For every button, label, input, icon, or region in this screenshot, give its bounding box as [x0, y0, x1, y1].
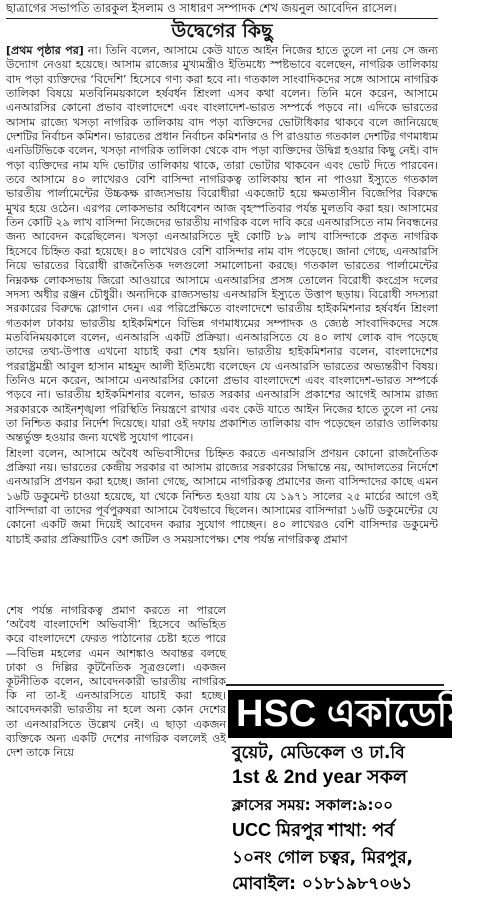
article-body [6, 44, 438, 600]
continuation-label: [প্রথম পৃষ্ঠার পর] [6, 44, 84, 57]
ad-address: ১০নং গোল চত্বর, মিরপুর, [232, 848, 414, 868]
ad-title: HSC একাডেমিক [228, 690, 452, 738]
advertisement [228, 690, 495, 906]
article-paragraph: শ্রিংলা বলেন, আসামে অবৈধ অভিবাসীদের চিহ্নিত করতে এনআরসি প্রণয়ন কোনো রাজনৈতিক প্রক্রিয়া নয়। ভারতের কেন্দ্রীয় সরকার বা আসাম রাজ্যের সরকারের সিদ্ধান্তে নয়, আদালতের নির্দেশে এনআরসি প্রণয়ন করা হচ্ছে। জানা গেছে, আসামে নাগরিকত্ব প্রমাণের জন্য বাসিন্দাদের কাছে এমন ১৬টি ডকুমেন্ট চাওয়া হয়েছে, যা থেকে নিশ্চিত হওয়া যায় যে ১৯৭১ সালের ২৫ মার্চের আগে ওই বাসিন্দারা বা তাদের পূর্বপুরুষরা আসামে বৈধভাবে ছিলেন। আসামের বাসিন্দারা ১৬টি ডকুমেন্টের যে কোনো একটি জমা দিয়েই আবেদন করার সুযোগ পাচ্ছেন। ৪০ লাখেরও বেশি বাসিন্দার ডকুমেন্ট যাচাই করার প্রক্রিয়াটিও বেশ জটিল ও সময়সাপেক্ষ। শেষ পর্যন্ত নাগরিকত্ব প্রমাণ [6, 446, 438, 546]
article-headline: উদ্বেগের কিছু [171, 20, 273, 42]
ad-subtitle: বুয়েট, মেডিকেল ও ঢা.বি [232, 743, 405, 763]
ad-years: 1st & 2nd year সকল [232, 767, 408, 788]
ad-class-time: ক্লাসের সময়: সকাল:৯:০০ [232, 796, 393, 814]
ad-divider [226, 684, 444, 686]
ad-phone: মোবাইল: ০১৮১৯৮৭০৬১ [232, 874, 413, 894]
paragraph-text: না। তিনি বলেন, আসামে কেউ যাতে আইন নিজের হাতে তুলে না নেয় সে জন্য উদ্যোগ নেওয়া হয়েছে। আসাম রাজ্যের মুখ্যমন্ত্রীও ইতিমধ্যে স্পষ্টভাবে বলেছেন, নাগরিক তালিকায় বাদ পড়া ব্যক্তিদের ‘বিদেশি’ হিসেবে গণ্য করা হবে না। গতকাল সাংবাদিকদের সঙ্গে আসামে নাগরিক তালিকা বিষয়ে মতবিনিময়কালে হর্ষবর্ধন শ্রিংলা এসব কথা বলেন। তিনি মনে করেন, আসামে এনআরসির কোনো প্রভাব বাংলাদেশে এবং বাংলাদেশ-ভারত সম্পর্কে পড়বে না। এদিকে ভারতের আসাম রাজ্যে খসড়া নাগরিক তালিকায় বাদ পড়া ব্যক্তিদের ভোটাধিকার থাকবে বলে জানিয়েছে দেশটির নির্বাচন কমিশন। ভারতের প্রধান নির্বাচন কমিশনার ও পি রাওয়াত গতকাল দেশটির গণমাধ্যম এনডিটিভিকে বলেন, খসড়া নাগরিক তালিকা থেকে বাদ পড়া ব্যক্তিদের উদ্বিগ্ন হওয়ার কিছু নেই। বাদ পড়া ব্যক্তিদের নাম যদি ভোটার তালিকায় থাকে, তারা ভোটার থাকবেন এবং ভোট দিতে পারবেন। তবে আসামে ৪০ লাখেরও বেশি বাসিন্দা নাগরিকত্ব তালিকায় স্থান না পাওয়া ইস্যুতে গতকাল ভারতীয় পার্লামেন্টের উচ্চকক্ষ রাজ্যসভায় বিরোধীরা একজোট হয়ে ক্ষমতাসীন বিজেপির বিরুদ্ধে মুখর হয়ে ওঠেন। এরপর লোকসভার অধিবেশন আজ বৃহস্পতিবার পর্যন্ত মুলতবি করা হয়। আসামের তিন কোটি ২৯ লাখ বাসিন্দা নিজেদের ভারতীয় নাগরিক বলে দাবি করে এনআরসিতে নাম নিবন্ধনের জন্য আবেদন করেছিলেন। খসড়া এনআরসিতে দুই কোটি ৮৯ লাখ বাসিন্দাকে প্রকৃত নাগরিক হিসেবে চিহ্নিত করা হয়েছে। ৪০ লাখেরও বেশি বাসিন্দার নাম বাদ পড়েছে। জানা গেছে, এনআরসি নিয়ে ভারতের বিরোধী রাজনৈতিক দলগুলো সমালোচনা করছে। গতকাল ভারতের পার্লামেন্টের নিম্নকক্ষ লোকসভায় জিরো আওয়ারে আসামে এনআরসির প্রসঙ্গ তোলেন বিরোধী কংগ্রেস দলের সদস্য অধীর রঞ্জন চৌধুরী। অন্যদিকে রাজ্যসভায় এনআরসি ইস্যুতে উত্তাপ ছড়ায়। বিরোধী সদস্যরা সরকারের বিরুদ্ধে স্লোগান দেন। এর পরিপ্রেক্ষিতে বাংলাদেশে ভারতীয় হাইকমিশনার হর্ষবর্ধন শ্রিংলা গতকাল ঢাকায় ভারতীয় হাইকমিশনে বিভিন্ন গণমাধ্যমের সম্পাদক ও জ্যেষ্ঠ সাংবাদিকদের সঙ্গে মতবিনিময়কালে বলেন, এনআরসি একটি প্রক্রিয়া। এনআরসিতে যে ৪০ লাখ লোক বাদ পড়েছে তাদের তথ্য-উপাত্ত এখনো যাচাই করা শেষ হয়নি। ভারতীয় হাইকমিশনার বলেন, বাংলাদেশের পররাষ্ট্রমন্ত্রী আবুল হাসান মাহমুদ আলী ইতিমধ্যে বলেছেন যে এনআরসি ভারতের অভ্যন্তরীণ বিষয়। তিনিও মনে করেন, আসামে এনআরসির কোনো প্রভাব বাংলাদেশে এবং বাংলাদেশ-ভারত সম্পর্কে পড়বে না। ভারতীয় হাইকমিশনার বলেন, ভারত সরকার এনআরসি প্রকাশের আগেই আসাম রাজ্য সরকারকে আইনশৃঙ্খলা পরিস্থিতি নিয়ন্ত্রণে রাখার এবং কেউ যাতে আইন নিজের হাতে তুলে না নেয় তা নিশ্চিত করার নির্দেশ দিয়েছে। যারা ওই দফায় প্রকাশিত তালিকায় বাদ পড়েছেন তারাও তালিকায় অন্তর্ভুক্ত হওয়ার জন্য যথেষ্ট সুযোগ পাবেন। [6, 44, 438, 445]
previous-article-fragment: ছাত্রাগের সভাপতি তারকুল ইসলাম ও সাধারণ সম্পাদক শেখ জয়নুল আবেদিন রাসেল। [6, 0, 438, 19]
article-lower-column: শেষ পর্যন্ত নাগরিকত্ব প্রমাণ করতে না পারলে ‘অবৈধ বাংলাদেশি অভিবাসী’ হিসেবে অভিহিত করে বাংলাদেশে ফেরত পাঠানোর চেষ্টা হতে পারে—বিভিন্ন মহলের এমন আশঙ্কাও অবান্তর বলছে ঢাকা ও দিল্লির কূটনৈতিক সূত্রগুলো। একজন কূটনীতিক বলেন, আবেদনকারী ভারতীয় নাগরিক কি না তা-ই এনআরসিতে যাচাই করা হচ্ছে। আবেদনকারী ভারতীয় না হলে অন্য কোন দেশের তা এনআরসিতে উল্লেখ নেই। এ ছাড়া একজন ব্যক্তিকে অন্য একটি দেশের নাগরিক বললেই ওই দেশ তাকে নিয়ে [6, 604, 226, 760]
article-paragraph [6, 44, 438, 446]
ad-branch: UCC মিরপুর শাখা: পর্ব [232, 820, 395, 840]
